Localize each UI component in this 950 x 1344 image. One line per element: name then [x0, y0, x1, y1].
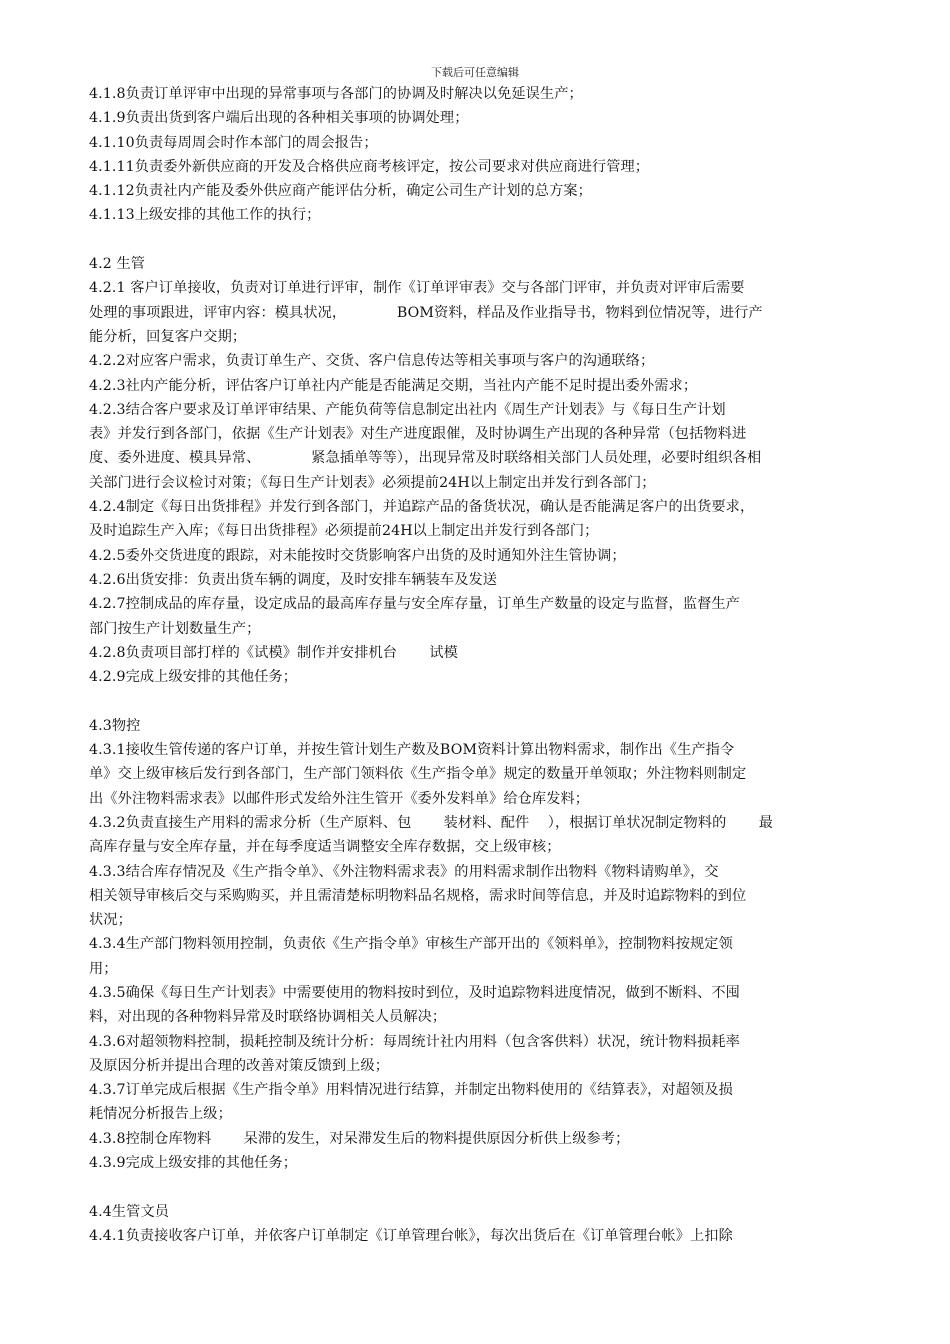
text-line: 4.1.12负责社内产能及委外供应商产能评估分析，确定公司生产计划的总方案；	[89, 183, 592, 200]
text-line: 4.3.3结合库存情况及《生产指令单》、《外注物料需求表》的用料需求制作出物料《物料请购单》，交	[89, 863, 719, 880]
text-line: 相关领导审核后交与采购购买，并且需清楚标明物料品名规格，需求时间等信息，并及时追踪物料的到位	[89, 887, 747, 904]
blank-line	[89, 1175, 874, 1199]
text-line: 4.2.9完成上级安排的其他任务；	[89, 669, 298, 686]
text-line: 4.1.13上级安排的其他工作的执行；	[89, 207, 321, 224]
text-line: 4.1.9负责出货到客户端后出现的各种相关事项的协调处理；	[89, 110, 469, 127]
text-line: 高库存量与安全库存量，并在每季度适当调整安全库存数据，交上级审核；	[89, 839, 561, 856]
text-line: 4.1.8负责订单评审中出现的异常事项与各部门的协调及时解决以免延误生产；	[89, 86, 583, 102]
text-line: 处理的事项跟进，评审内容：模具状况， BOM资料，样品及作业指导书，物料到位情况等，进行产	[89, 304, 763, 321]
text-line: 单》交上级审核后发行到各部门，生产部门领料依《生产指令单》规定的数量开单领取；外注物料则制定	[89, 766, 747, 783]
text-line: 4.3.6对超领物料控制，损耗控制及统计分析：每周统计社内用料（包含客供料）状况，统计物料损耗率	[89, 1033, 740, 1050]
text-line: 料，对出现的各种物料异常及时联络协调相关人员解决；	[89, 1009, 447, 1026]
text-line: 出《外注物料需求表》以邮件形式发给外注生管开《委外发料单》给仓库发料；	[89, 790, 590, 807]
text-line: 4.3.8控制仓库物料 呆滞的发生，对呆滞发生后的物料提供原因分析供上级参考；	[89, 1130, 630, 1147]
header-note: 下载后可任意编辑	[431, 66, 519, 79]
text-line: 度、委外进度、模具异常、 紧急插单等等），出现异常及时联络相关部门人员处理，必要时组织各相	[89, 450, 762, 467]
text-line: 及时追踪生产入库；《每日出货排程》必须提前24H以上制定出并发行到各部门；	[89, 523, 599, 540]
text-line: 状况；	[89, 912, 132, 929]
document-body	[89, 82, 874, 1248]
text-line: 4.2.2对应客户需求，负责订单生产、交货、客户信息传达等相关事项与客户的沟通联络；	[89, 353, 655, 370]
text-line: 4.2.1 客户订单接收，负责对订单进行评审，制作《订单评审表》交与各部门评审，并负责对评审后需要	[89, 280, 745, 297]
text-line: 4.3.9完成上级安排的其他任务；	[89, 1155, 298, 1172]
text-line: 用；	[89, 960, 118, 977]
text-line: 4.2.3社内产能分析，评估客户订单社内产能是否能满足交期，当社内产能不足时提出委外需求；	[89, 377, 698, 394]
text-line: 关部门进行会议检讨对策；《每日生产计划表》必须提前24H以上制定出并发行到各部门；	[89, 474, 656, 491]
text-line: 4.4生管文员	[89, 1203, 170, 1220]
text-line: 4.4.1负责接收客户订单，并依客户订单制定《订单管理台帐》，每次出货后在《订单管理台帐》上扣除	[89, 1227, 733, 1244]
text-line: 4.3.2负责直接生产用料的需求分析（生产原料、包 装材料、配件 ），根据订单状况制定物料的 最	[89, 814, 773, 831]
text-line: 4.2 生管	[89, 256, 146, 273]
text-line: 4.2.6出货安排：负责出货车辆的调度，及时安排车辆装车及发送	[89, 571, 498, 588]
text-line: 4.2.4制定《每日出货排程》并发行到各部门，并追踪产品的备货状况，确认是否能满足客户的出货要求，	[89, 499, 755, 516]
text-line: 4.1.10负责每周周会时作本部门的周会报告；	[89, 134, 378, 151]
blank-line	[89, 689, 874, 713]
text-line: 4.2.7控制成品的库存量，设定成品的最高库存量与安全库存量，订单生产数量的设定与监督，监督生产	[89, 596, 740, 613]
text-line: 4.3.7订单完成后根据《生产指令单》用料情况进行结算，并制定出物料使用的《结算表》，对超领及损	[89, 1082, 733, 1099]
text-line: 部门按生产计划数量生产；	[89, 620, 261, 637]
text-line: 4.2.8负责项目部打样的《试模》制作并安排机台 试模	[89, 644, 458, 661]
text-line: 4.1.11负责委外新供应商的开发及合格供应商考核评定，按公司要求对供应商进行管理；	[89, 158, 650, 175]
text-line: 4.3.5确保《每日生产计划表》中需要使用的物料按时到位，及时追踪物料进度情况，做到不断料、不囤	[89, 984, 740, 1001]
text-line: 4.3.4生产部门物料领用控制，负责依《生产指令单》审核生产部开出的《领料单》，控制物料按规定领	[89, 936, 733, 953]
text-line: 4.3.1接收生管传递的客户订单，并按生管计划生产数及BOM资料计算出物料需求，制作出《生产指令	[89, 742, 735, 759]
text-line: 及原因分析并提出合理的改善对策反馈到上级；	[89, 1057, 390, 1074]
text-line: 耗情况分析报告上级；	[89, 1106, 232, 1123]
text-line: 4.3物控	[89, 717, 141, 734]
text-line: 4.2.5委外交货进度的跟踪，对未能按时交货影响客户出货的及时通知外注生管协调；	[89, 547, 626, 564]
text-line: 能分析，回复客户交期；	[89, 328, 247, 345]
text-line: 表》并发行到各部门，依据《生产计划表》对生产进度跟催，及时协调生产出现的各种异常（包括物料进	[89, 426, 747, 443]
blank-line	[89, 228, 874, 252]
text-line: 4.2.3结合客户要求及订单评审结果、产能负荷等信息制定出社内《周生产计划表》与《每日生产计划	[89, 401, 726, 418]
